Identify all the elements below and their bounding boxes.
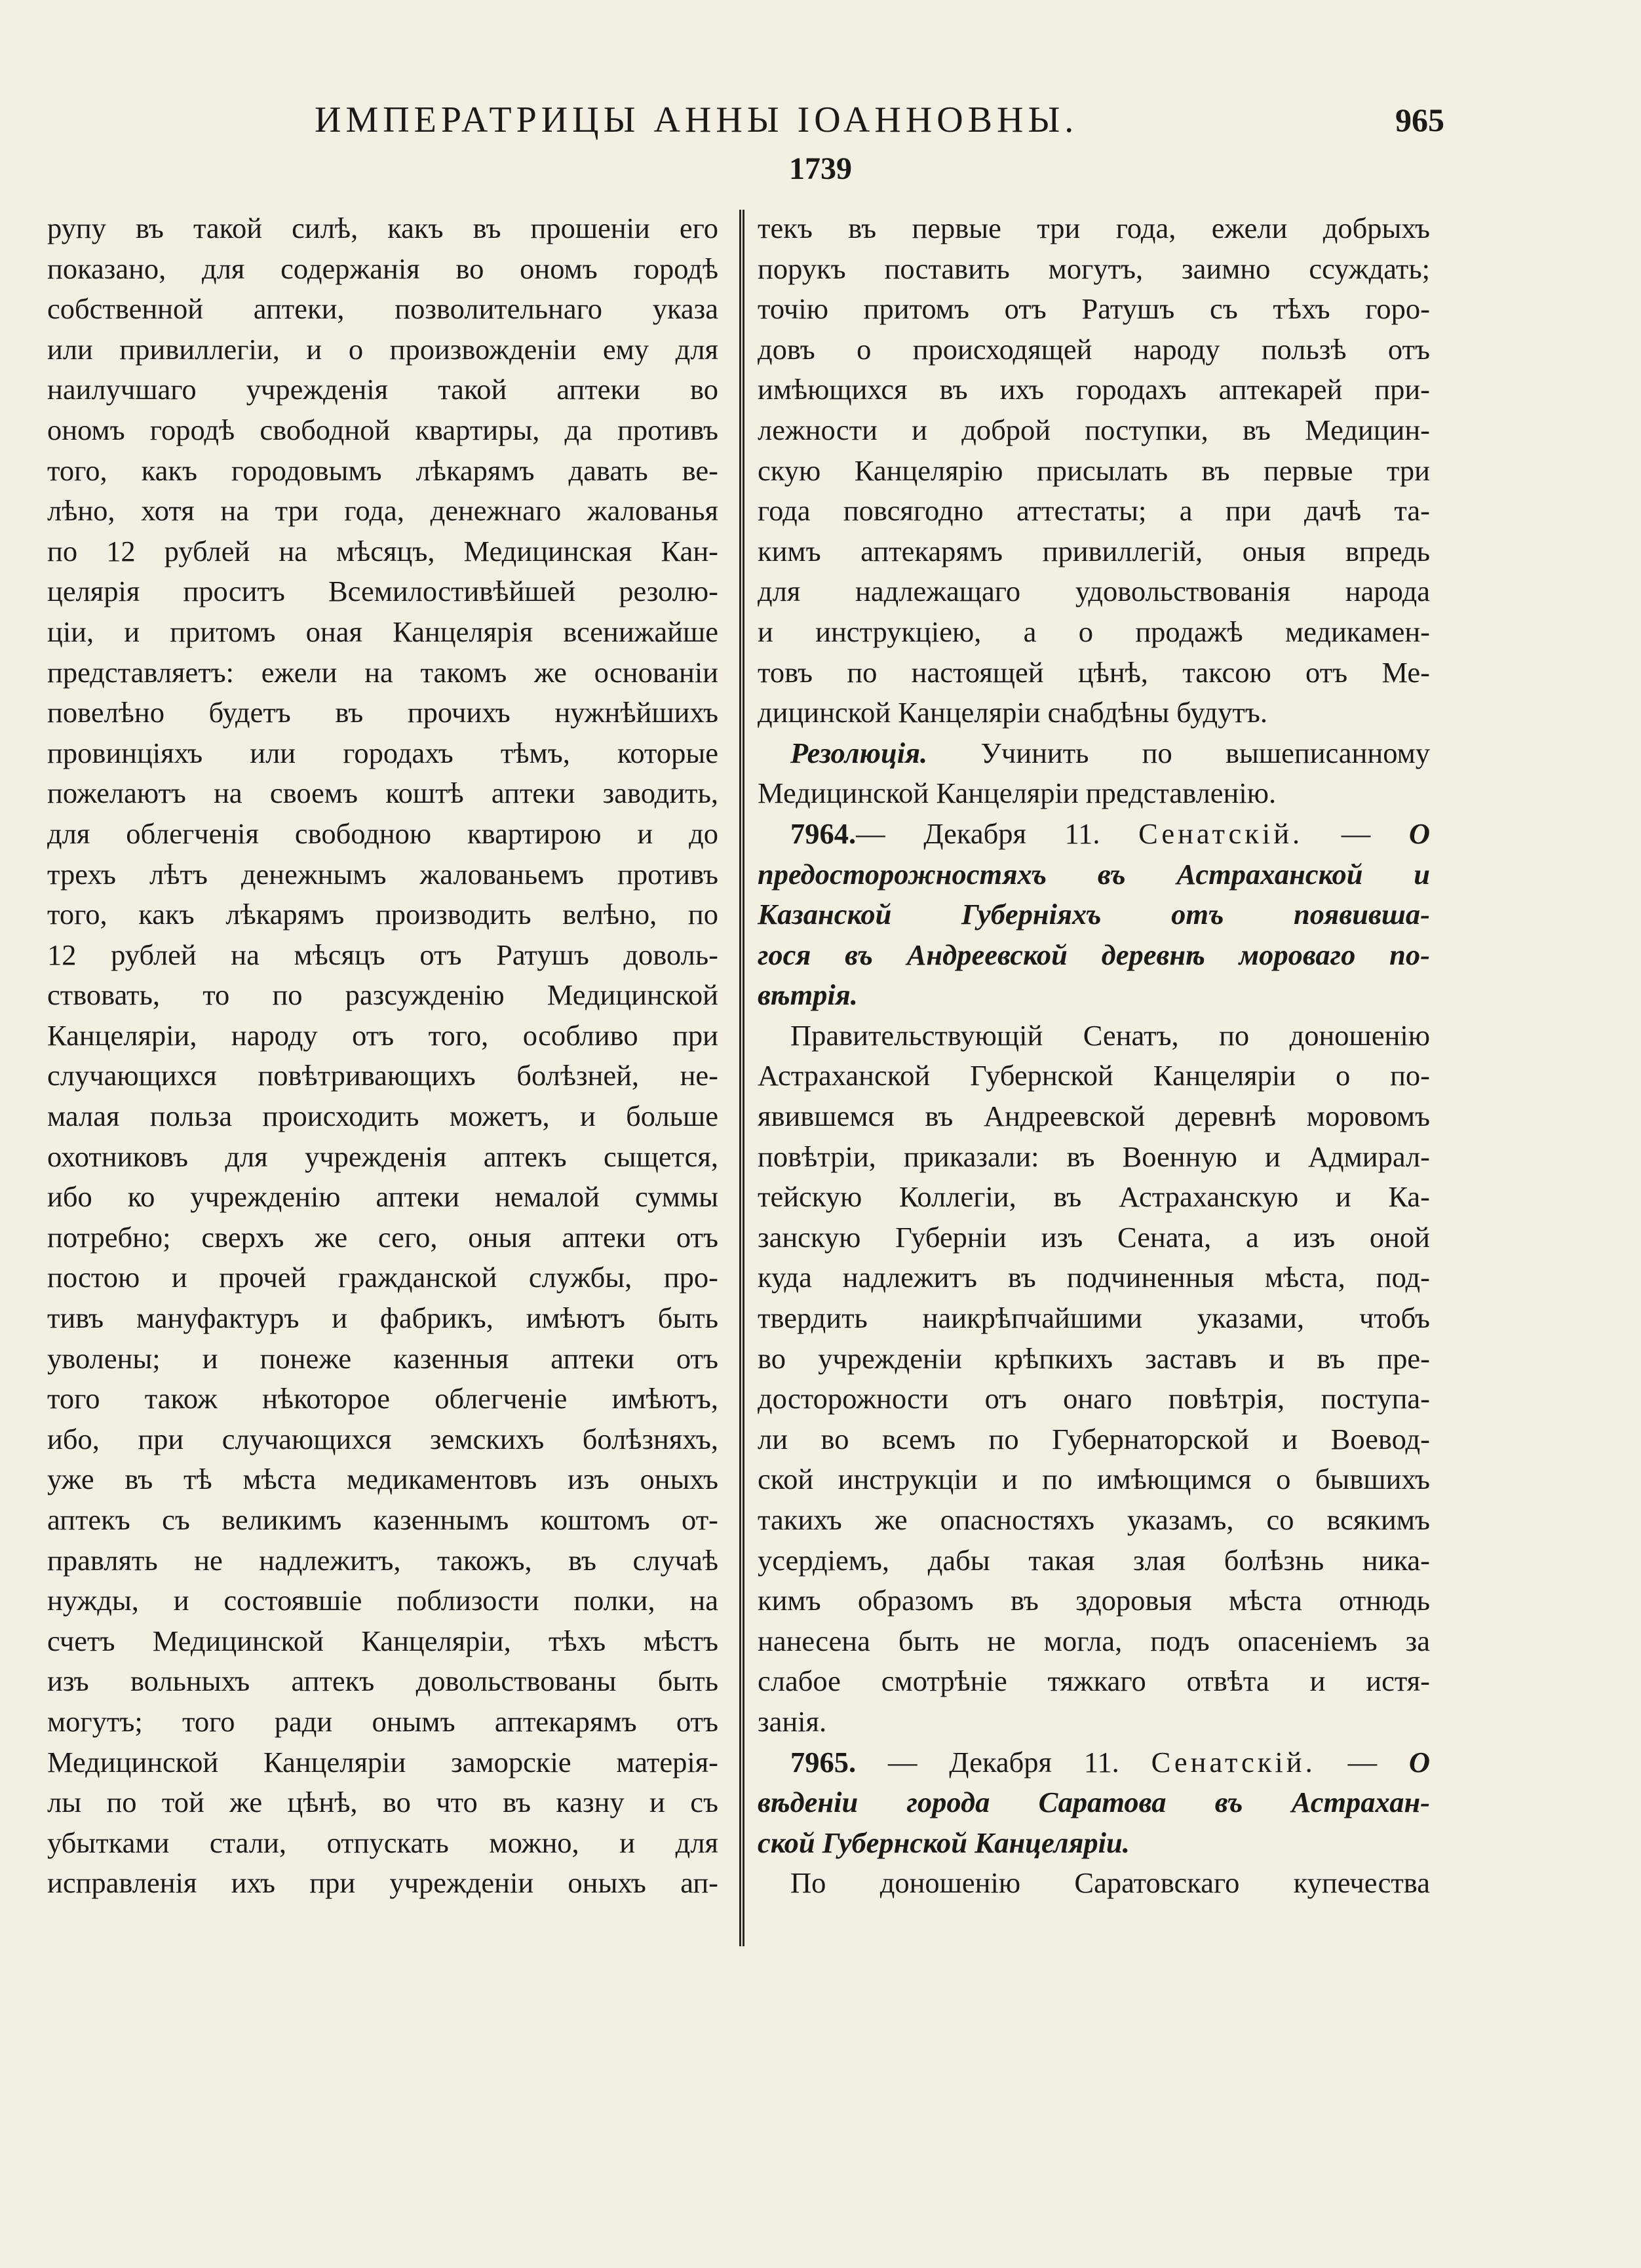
text-line: ли во всемъ по Губернаторской и Воевод- xyxy=(758,1422,1430,1455)
text-line: кимъ образомъ въ здоровыя мѣста отнюдь xyxy=(758,1584,1430,1617)
text-line: нужды, и состоявшіе поблизости полки, на xyxy=(47,1584,718,1617)
text-line: текъ въ первые три года, ежели добрыхъ xyxy=(758,212,1430,244)
text-line: такихъ же опасностяхъ указамъ, со всякимъ xyxy=(758,1503,1430,1536)
text-line: досторожности отъ онаго повѣтрія, поступа- xyxy=(758,1382,1430,1415)
entry-title-line: Казанской Губерніяхъ отъ появивша- xyxy=(758,898,1430,931)
resolution-label: Резолюція. xyxy=(790,736,928,769)
text-line: Правительствующій Сенатъ, по доношенію xyxy=(790,1018,1430,1052)
text-line: имѣющихся въ ихъ городахъ аптекарей при- xyxy=(758,373,1430,406)
text-line: и инструкціею, а о продажѣ медикамен- xyxy=(758,615,1430,648)
text-line: уволены; и понеже казенныя аптеки отъ xyxy=(47,1341,718,1375)
text-line: лѣно, хотя на три года, денежнаго жалованья xyxy=(47,494,718,528)
text-line: ибо ко учрежденію аптеки немалой суммы xyxy=(47,1180,718,1214)
text-line: По доношенію Саратовскаго купечества xyxy=(790,1866,1430,1900)
year-heading: 1739 xyxy=(789,151,852,186)
entry-source: Сенатскій. xyxy=(1138,817,1303,850)
entry-dash: — xyxy=(1347,1745,1378,1778)
text-line: повелѣно будетъ въ прочихъ нужнѣйшихъ xyxy=(47,696,718,729)
text-line: занскую Губерніи изъ Сената, а изъ оной xyxy=(758,1220,1430,1254)
text-line: показано, для содержанія во ономъ городѣ xyxy=(47,252,718,285)
text-line: Астраханской Губернской Канцеляріи о по- xyxy=(758,1059,1430,1092)
text-line: счетъ Медицинской Канцеляріи, тѣхъ мѣстъ xyxy=(47,1624,718,1657)
text-line: провинціяхъ или городахъ тѣмъ, которые xyxy=(47,736,718,769)
entry-title-line: предосторожностяхъ въ Астраханской и xyxy=(758,857,1430,891)
text-line: уже въ тѣ мѣста медикаментовъ изъ оныхъ xyxy=(47,1463,718,1496)
text-line: того також нѣкоторое облегченіе имѣютъ, xyxy=(47,1382,718,1415)
text-line: ономъ городѣ свободной квартиры, да противъ xyxy=(47,413,718,446)
text-line: повѣтріи, приказали: въ Военную и Адмирал- xyxy=(758,1140,1430,1173)
text-line: товъ по настоящей цѣнѣ, таксою отъ Ме- xyxy=(758,655,1430,689)
text-line: лы по той же цѣнѣ, во что въ казну и съ xyxy=(47,1786,718,1819)
text-line: кимъ аптекарямъ привиллегій, оныя впредь xyxy=(758,534,1430,567)
text-line: нанесена быть не могла, подъ опасеніемъ за xyxy=(758,1624,1430,1657)
text-line: случающихся повѣтривающихъ болѣзней, не- xyxy=(47,1059,718,1092)
column-divider xyxy=(739,210,744,1946)
text-line: куда надлежитъ въ подчиненныя мѣста, под- xyxy=(758,1261,1430,1294)
text-line: во учрежденіи крѣпкихъ заставъ и въ пре- xyxy=(758,1341,1430,1375)
text-line: занія. xyxy=(758,1704,827,1738)
text-line: Медицинской Канцеляріи представленію. xyxy=(758,777,1277,810)
text-line: 12 рублей на мѣсяцъ отъ Ратушъ доволь- xyxy=(47,938,718,971)
text-line: или привиллегіи, и о произвожденіи ему для xyxy=(47,332,718,366)
text-line: по 12 рублей на мѣсяцъ, Медицинская Кан- xyxy=(47,534,718,567)
text-line: охотниковъ для учрежденія аптекъ сыщется, xyxy=(47,1140,718,1173)
text-line: собственной аптеки, позволительнаго указа xyxy=(47,292,718,326)
text-line: наилучшаго учрежденія такой аптеки во xyxy=(47,373,718,406)
text-line: потребно; сверхъ же сего, оныя аптеки отъ xyxy=(47,1220,718,1254)
text-line: дицинской Канцеляріи снабдѣны будутъ. xyxy=(758,696,1268,729)
text-line: лежности и доброй поступки, въ Медицин- xyxy=(758,413,1430,446)
text-line: малая польза происходить можетъ, и больше xyxy=(47,1100,718,1133)
text-line: года повсягодно аттестаты; а при дачѣ та- xyxy=(758,494,1430,528)
text-line: точію притомъ отъ Ратушъ съ тѣхъ горо- xyxy=(758,292,1430,326)
entry-title-start: О xyxy=(1408,817,1431,850)
text-line: довъ о происходящей народу пользѣ отъ xyxy=(758,332,1430,366)
resolution-line xyxy=(758,733,1430,774)
entry-title-line: ской Губернской Канцеляріи. xyxy=(758,1826,1130,1859)
right-column xyxy=(758,208,1430,1904)
entry-number: 7964. xyxy=(790,817,857,850)
text-line: правлять не надлежитъ, такожъ, въ случаѣ xyxy=(47,1543,718,1577)
text-line: ціи, и притомъ оная Канцелярія всенижайше xyxy=(47,615,718,648)
entry-date: — Декабря 11. xyxy=(856,817,1100,850)
text-line: для надлежащаго удовольствованія народа xyxy=(758,575,1430,608)
left-column xyxy=(47,208,718,1904)
text-line: представляетъ: ежели на такомъ же основаніи xyxy=(47,655,718,689)
text-line: ствовать, то по разсужденію Медицинской xyxy=(47,978,718,1012)
text-line: аптекъ съ великимъ казеннымъ коштомъ от- xyxy=(47,1503,718,1536)
text-line: постою и прочей гражданской службы, про- xyxy=(47,1261,718,1294)
resolution-text: Учинить по вышеписанному xyxy=(980,736,1431,769)
text-line: порукъ поставить могутъ, заимно ссуждать; xyxy=(758,252,1430,285)
text-line: Канцеляріи, народу отъ того, особливо при xyxy=(47,1018,718,1052)
entry-title-line: гося въ Андреевской деревнѣ мороваго по- xyxy=(758,938,1430,971)
entry-number: 7965. xyxy=(790,1745,857,1778)
text-line: твердить наикрѣпчайшими указами, чтобъ xyxy=(758,1301,1430,1335)
text-line: рупу въ такой силѣ, какъ въ прошеніи его xyxy=(47,212,718,244)
entry-title-line: вѣденіи города Саратова въ Астрахан- xyxy=(758,1786,1430,1819)
text-line: того, какъ лѣкарямъ производить велѣно, по xyxy=(47,898,718,931)
text-line: для облегченія свободною квартирою и до xyxy=(47,817,718,850)
entry-dash: — xyxy=(1341,817,1371,850)
entry-title-line: вѣтрія. xyxy=(758,978,858,1012)
entry-7964-heading xyxy=(758,814,1430,855)
text-line: ибо, при случающихся земскихъ болѣзняхъ, xyxy=(47,1422,718,1455)
text-line: Медицинской Канцеляріи заморскіе матерія- xyxy=(47,1745,718,1778)
entry-7965-heading xyxy=(758,1742,1430,1783)
text-line: того, какъ городовымъ лѣкарямъ давать ве- xyxy=(47,453,718,487)
text-line: слабое смотрѣніе тяжкаго отвѣта и истя- xyxy=(758,1664,1430,1698)
text-line: могутъ; того ради онымъ аптекарямъ отъ xyxy=(47,1704,718,1738)
text-line: исправленія ихъ при учрежденіи оныхъ ап- xyxy=(47,1866,718,1900)
page-number: 965 xyxy=(1395,102,1444,138)
text-line: тивъ мануфактуръ и фабрикъ, имѣютъ быть xyxy=(47,1301,718,1335)
text-line: изъ вольныхъ аптекъ довольствованы быть xyxy=(47,1664,718,1698)
text-line: скую Канцелярію присылать въ первые три xyxy=(758,453,1430,487)
text-line: усердіемъ, дабы такая злая болѣзнь ника- xyxy=(758,1543,1430,1577)
text-line: тейскую Коллегіи, въ Астраханскую и Ка- xyxy=(758,1180,1430,1214)
entry-title-start: О xyxy=(1408,1745,1431,1778)
text-line: явившемся въ Андреевской деревнѣ моровомъ xyxy=(758,1100,1430,1133)
text-line: пожелаютъ на своемъ коштѣ аптеки заводить, xyxy=(47,777,718,810)
text-line: целярія проситъ Всемилостивѣйшей резолю- xyxy=(47,575,718,608)
entry-date: — Декабря 11. xyxy=(887,1745,1119,1778)
entry-source: Сенатскій. xyxy=(1151,1745,1316,1778)
text-line: убытками стали, отпускать можно, и для xyxy=(47,1826,718,1859)
text-line: ской инструкціи и по имѣющимся о бывшихъ xyxy=(758,1463,1430,1496)
text-line: трехъ лѣтъ денежнымъ жалованьемъ противъ xyxy=(47,857,718,891)
running-head xyxy=(0,97,1641,143)
running-title: ИМПЕРАТРИЦЫ АННЫ ІОАННОВНЫ. xyxy=(315,100,1079,140)
